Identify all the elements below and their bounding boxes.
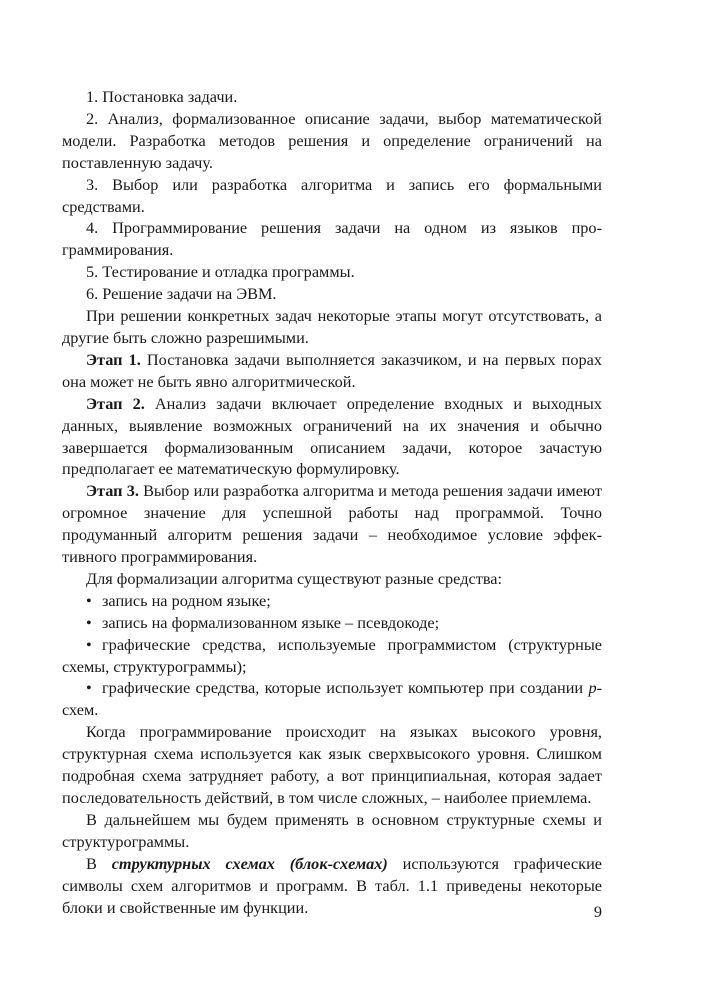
list-item: 3. Выбор или разработка алгоритма и запись его формальными средствами. xyxy=(62,174,602,216)
stage-label: Этап 1. xyxy=(86,349,141,369)
bullet-icon: • xyxy=(86,590,92,610)
stage-text: Постановка задачи выполняется заказчиком, и на первых порах она может не быть явно алгоритмической. xyxy=(62,349,602,391)
stage-paragraph xyxy=(62,393,602,481)
bullet-item xyxy=(62,590,602,612)
bullet-icon: • xyxy=(86,678,92,698)
bullet-icon: • xyxy=(86,634,92,654)
final-paragraph xyxy=(62,853,602,919)
high-level-paragraph: Когда программирование происходит на языках высокого уровня, структурная схема используется как язык сверхвысокого уровня. Слишком подробная схема затрудняет работу, а вот принципиальная, которая задает последовательность действий, в том числе сложных, – наиболее приемлема. xyxy=(62,722,602,807)
bullet-text: запись на родном языке; xyxy=(102,590,271,610)
further-paragraph: В дальнейшем мы будем применять в основном структурные схемы и структурограммы. xyxy=(62,809,602,851)
list-item: 1. Постановка задачи. xyxy=(86,87,238,106)
stage-text: Анализ задачи включает определение входных и выходных данных, выявление возможных ограничений на их значения и обычно завершается формализованным описанием задачи, которое зачастую предполагает ее математическую формулировку. xyxy=(62,393,603,479)
stage-paragraph xyxy=(62,480,602,568)
bullet-text: запись на формализованном языке – псевдокоде; xyxy=(102,612,440,632)
bullet-text: графические средства, используемые программистом (структурные схемы, структурограммы); xyxy=(62,634,602,676)
list-item: 5. Тестирование и отладка программы. xyxy=(86,262,355,282)
bullet-icon: • xyxy=(86,612,92,632)
final-text-start: В xyxy=(86,853,112,873)
intro-paragraph: При решении конкретных задач некоторые этапы могут отсутствовать, а другие быть сложно разрешимыми. xyxy=(62,306,602,347)
bullet-item xyxy=(62,612,602,634)
page-number: 9 xyxy=(593,902,602,921)
bullet-item xyxy=(62,634,602,678)
stage-label: Этап 3. xyxy=(86,481,139,501)
p-scheme-letter: p xyxy=(588,678,597,698)
bullet-text-end: -схем. xyxy=(62,678,602,720)
stage-paragraph xyxy=(62,349,602,393)
term-structural-schemes: структурных схемах (блок-схемах) xyxy=(111,853,388,873)
stage-label: Этап 2. xyxy=(86,393,145,413)
stage-text: Выбор или разработка алгоритма и метода решения задачи имеют огромное значение для успешной работы над программой. Точно продуманный алгоритм решения задачи – необходимое условие эффективного программирования. xyxy=(62,481,602,567)
bullet-text: графические средства, которые использует компьютер при создании xyxy=(102,678,589,698)
final-text-end: используются графические символы схем алгоритмов и программ. В табл. 1.1 приведены некоторые блоки и свойственные им функции. xyxy=(62,853,603,917)
list-item: 6. Решение задачи на ЭВМ. xyxy=(86,284,277,304)
means-intro: Для формализации алгоритма существуют разные средства: xyxy=(86,568,503,588)
list-item: 2. Анализ, формализованное описание задачи, выбор математической модели. Разработка методов решения и определение ограничений на поставленную задачу. xyxy=(62,108,602,172)
list-item: 4. Программирование решения задачи на одном из языков программирования. xyxy=(62,218,602,260)
bullet-item xyxy=(62,677,602,721)
page-body xyxy=(62,86,602,918)
